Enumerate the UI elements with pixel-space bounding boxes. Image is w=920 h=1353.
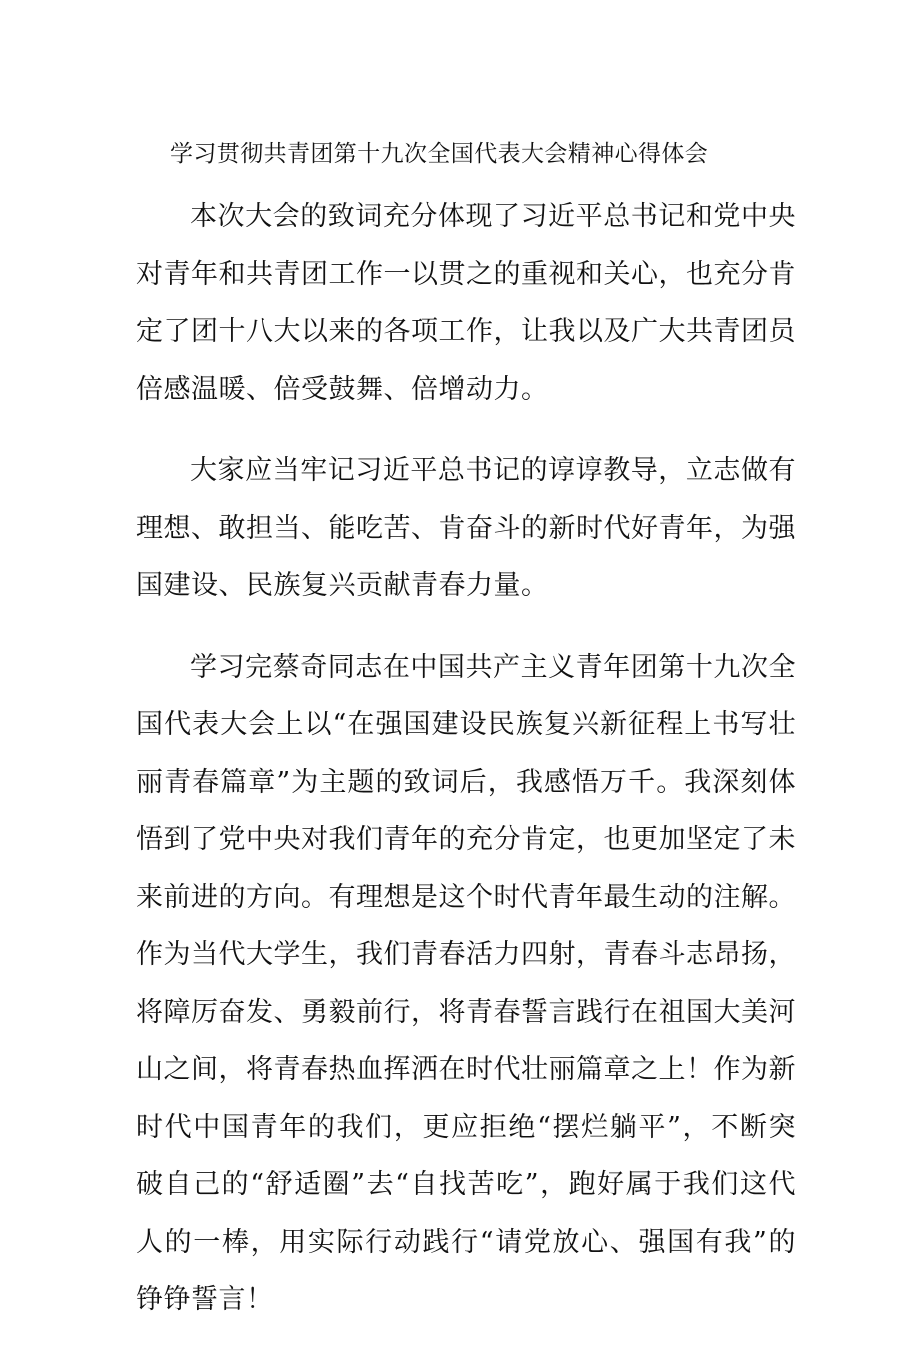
paragraph-2: 大家应当牢记习近平总书记的谆谆教导，立志做有理想、敢担当、能吃苦、肯奋斗的新时代好青年，为强国建设、民族复兴贡献青春力量。 [136, 455, 796, 601]
document-title: 学习贯彻共青团第十九次全国代表大会精神心得体会 [170, 141, 709, 167]
paragraph-1: 本次大会的致词充分体现了习近平总书记和党中央对青年和共青团工作一以贯之的重视和关心，也充分肯定了团十八大以来的各项工作，让我以及广大共青团员倍感温暖、倍受鼓舞、倍增动力。 [136, 201, 796, 405]
paragraph-3: 学习完蔡奇同志在中国共产主义青年团第十九次全国代表大会上以“在强国建设民族复兴新征程上书写壮丽青春篇章”为主题的致词后，我感悟万千。我深刻体悟到了党中央对我们青年的充分肯定，也更加坚定了未来前进的方向。有理想是这个时代青年最生动的注解。作为当代大学生，我们青春活力四射，青春斗志昂扬，将障厉奋发、勇毅前行，将青春誓言践行在祖国大美河山之间，将青春热血挥洒在时代壮丽篇章之上！作为新时代中国青年的我们，更应拒绝“摆烂躺平”，不断突破自己的“舒适圈”去“自找苦吃”，跑好属于我们这代人的一棒，用实际行动践行“请党放心、强国有我”的铮铮誓言！ [136, 651, 796, 1315]
document-body [136, 188, 796, 1353]
